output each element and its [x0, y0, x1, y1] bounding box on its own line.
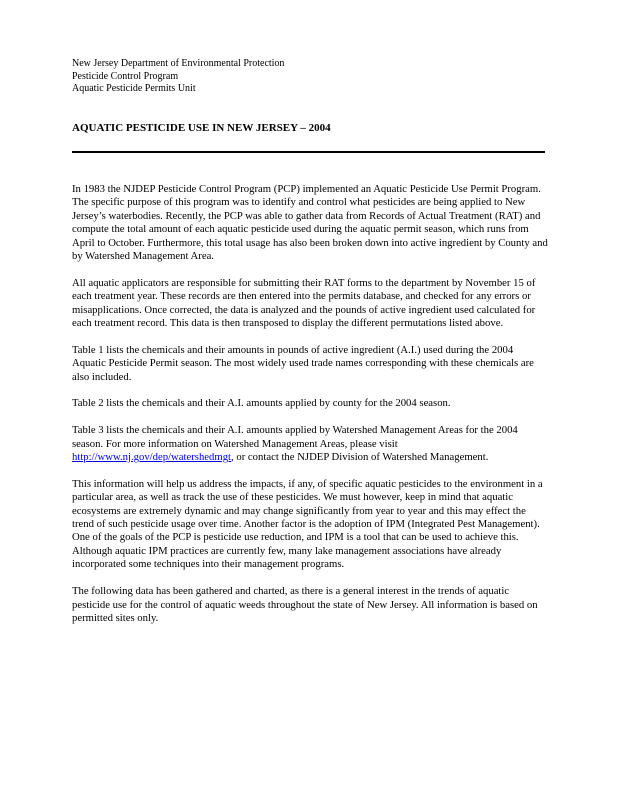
paragraph-table-1: Table 1 lists the chemicals and their amounts in pounds of active ingredient (A.I.) used during the 2004 Aquatic Pesticide Permit season. The most widely used trade names corresponding with these chemicals are also included.: [72, 343, 534, 383]
paragraph-table-3-text: Table 3 lists the chemicals and their A.I. amounts applied by Watershed Management Areas for the 2004 season. For more information on Watershed Management Areas, please visit: [72, 424, 518, 450]
title-divider: [72, 151, 545, 153]
paragraph-table-3-tail: , or contact the NJDEP Division of Watershed Management.: [231, 451, 489, 464]
paragraph-intro: In 1983 the NJDEP Pesticide Control Program (PCP) implemented an Aquatic Pesticide Use Permit Program. The specific purpose of this program was to identify and control what pesticides are being applied to New Jersey’s waterbodies. Recently, the PCP was able to gather data from Records of Actual Treatment (RAT) and compute the total amount of each aquatic pesticide used during the aquatic permit season, which runs from April to October. Furthermore, this total usage has also been broken down into active ingredient by County and by Watershed Management Area.: [72, 183, 548, 263]
paragraph-table-3: [72, 424, 548, 464]
letterhead: [72, 58, 284, 96]
paragraph-impacts: This information will help us address the impacts, if any, of specific aquatic pesticides to the environment in a particular area, as well as track the use of these pesticides. We must however, keep in mind that aquatic ecosystems are extremely dynamic and may change significantly from year to year and this may effect the trend of such pesticide usage over time. Another factor is the adoption of IPM (Integrated Pest Management). One of the goals of the PCP is pesticide use reduction, and IPM is a tool that can be used to achieve this. Although aquatic IPM practices are currently few, many lake management associations have already incorporated some techniques into their management programs.: [72, 477, 543, 571]
letterhead-program: Pesticide Control Program: [72, 70, 179, 82]
watershed-link[interactable]: http://www.nj.gov/dep/watershedmgt: [72, 451, 232, 464]
paragraph-rat-forms: All aquatic applicators are responsible for submitting their RAT forms to the department by November 15 of each treatment year. These records are then entered into the permits database, and checked for any errors or misapplications. Once corrected, the data is analyzed and the pounds of active ingredient used calculated for each treatment record. This data is then transposed to display the different permutations listed above.: [72, 276, 536, 330]
paragraph-table-2: Table 2 lists the chemicals and their A.I. amounts applied by county for the 2004 season.: [72, 397, 451, 410]
document-body: [72, 183, 548, 639]
document-title: AQUATIC PESTICIDE USE IN NEW JERSEY – 2004: [72, 122, 331, 134]
letterhead-unit: Aquatic Pesticide Permits Unit: [72, 83, 196, 94]
letterhead-department: New Jersey Department of Environmental Protection: [72, 58, 285, 69]
paragraph-conclusion: The following data has been gathered and charted, as there is a general interest in the trends of aquatic pesticide use for the control of aquatic weeds throughout the state of New Jersey. All information is based on permitted sites only.: [72, 585, 538, 624]
